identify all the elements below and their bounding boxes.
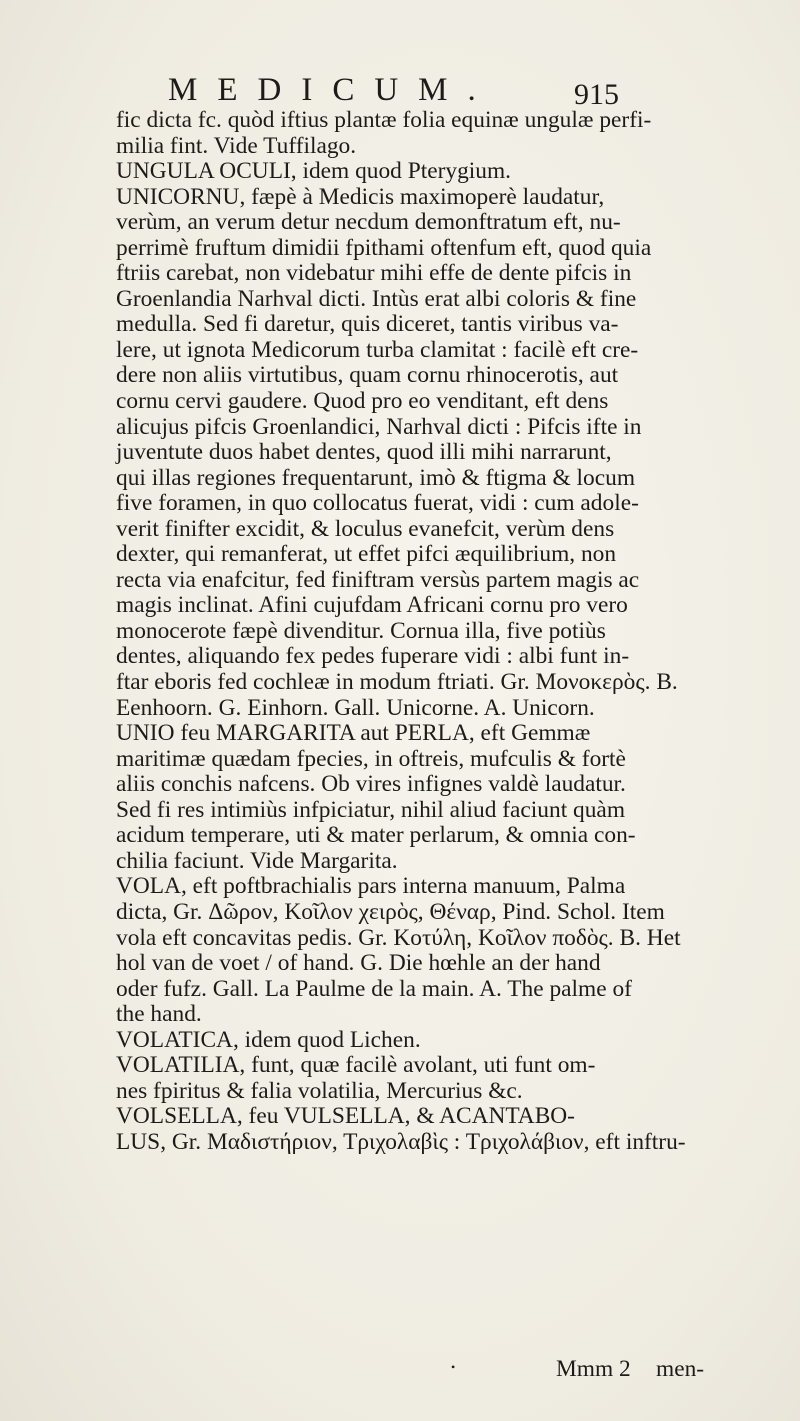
text-line: maritimæ quædam fpecies, in oftreis, mufculis & fortè xyxy=(116,745,626,772)
text-line: the hand. xyxy=(116,1001,202,1028)
text-line: magis inclinat. Afini cujufdam Africani cornu pro vero xyxy=(116,592,628,619)
text-line: chilia faciunt. Vide Margarita. xyxy=(116,847,398,874)
text-line: dexter, qui remanferat, ut effet pifci æquilibrium, non xyxy=(116,541,617,568)
text-line: ftriis carebat, non videbatur mihi effe de dente pifcis in xyxy=(116,260,632,287)
text-line: aliis conchis nafcens. Ob vires infignes valdè laudatur. xyxy=(116,771,626,798)
text-body xyxy=(116,108,704,1155)
text-line: Groenlandia Narhval dicti. Intùs erat albi coloris & fine xyxy=(116,285,637,312)
text-line: LUS, Gr. Μαδιστήριον, Τριχολαβὶς : Τριχολάβιον, eft inftru- xyxy=(116,1128,686,1155)
text-line: lere, ut ignota Medicorum turba clamitat : facilè eft cre- xyxy=(116,336,639,363)
text-line: juventute duos habet dentes, quod illi mihi narrarunt, xyxy=(116,439,612,466)
catchword: men- xyxy=(656,1356,705,1382)
text-line: VOLSELLA, feu VULSELLA, & ACANTABO- xyxy=(116,1103,575,1130)
text-line: UNGULA OCULI, idem quod Pterygium. xyxy=(116,158,512,185)
signature-mark: Mmm 2 xyxy=(556,1356,631,1382)
text-line: recta via enafcitur, fed finiftram versùs partem magis ac xyxy=(116,566,640,593)
text-line: dentes, aliquando fex pedes fuperare vidi : albi funt in- xyxy=(116,643,630,670)
text-line: five foramen, in quo collocatus fuerat, vidi : cum adole- xyxy=(116,490,639,517)
text-line: verit finifter excidit, & loculus evanefcit, verùm dens xyxy=(116,515,615,542)
text-line: verùm, an verum detur necdum demonftratum eft, nu- xyxy=(116,209,621,236)
text-line: UNICORNU, fæpè à Medicis maximoperè laudatur, xyxy=(116,183,605,210)
running-title: MEDICUM. xyxy=(168,72,496,108)
text-line: dicta, Gr. Δῶρον, Κοῖλον χειρὸς, Θέναρ, Pind. Schol. Item xyxy=(116,898,665,925)
text-line: ftar eboris fed cochleæ in modum ftriati. Gr. Μονοκερὸς. B. xyxy=(116,669,678,696)
text-line: nes fpiritus & falia volatilia, Mercurius &c. xyxy=(116,1077,523,1104)
text-line: perrimè fruftum dimidii fpithami oftenfum eft, quod quia xyxy=(116,234,652,261)
text-line: Sed fi res intimiùs infpiciatur, nihil aliud faciunt quàm xyxy=(116,796,626,823)
text-line: monocerote fæpè divenditur. Cornua illa, five potiùs xyxy=(116,617,606,644)
text-line: VOLATICA, idem quod Lichen. xyxy=(116,1026,421,1053)
footer-mark: • xyxy=(451,1360,456,1374)
text-line: alicujus pifcis Groenlandici, Narhval dicti : Pifcis ifte in xyxy=(116,413,642,440)
text-line: vola eft concavitas pedis. Gr. Κοτύλη, Κοῖλον ποδὸς. B. Het xyxy=(116,924,681,951)
text-line: UNIO feu MARGARITA aut PERLA, eft Gemmæ xyxy=(116,720,591,747)
text-line: Eenhoorn. G. Einhorn. Gall. Unicorne. A. Unicorn. xyxy=(116,694,595,721)
text-line: cornu cervi gaudere. Quod pro eo venditant, eft dens xyxy=(116,388,609,415)
text-line: oder fufz. Gall. La Paulme de la main. A. The palme of xyxy=(116,975,632,1002)
text-line: medulla. Sed fi daretur, quis diceret, tantis viribus va- xyxy=(116,311,619,338)
text-line: VOLA, eft poftbrachialis pars interna manuum, Palma xyxy=(116,873,626,900)
text-line: hol van de voet / of hand. G. Die hœhle an der hand xyxy=(116,950,601,977)
text-line: fic dicta fc. quòd iftius plantæ folia equinæ ungulæ perfi- xyxy=(116,107,652,133)
text-line: dere non aliis virtutibus, quam cornu rhinocerotis, aut xyxy=(116,362,619,389)
page-number: 915 xyxy=(574,78,619,111)
text-line: VOLATILIA, funt, quæ facilè avolant, uti funt om- xyxy=(116,1052,596,1079)
text-line: acidum temperare, uti & mater perlarum, & omnia con- xyxy=(116,822,636,849)
text-line: qui illas regiones frequentarunt, imò & ftigma & locum xyxy=(116,464,636,491)
text-line: milia fint. Vide Tuffilago. xyxy=(116,132,357,159)
